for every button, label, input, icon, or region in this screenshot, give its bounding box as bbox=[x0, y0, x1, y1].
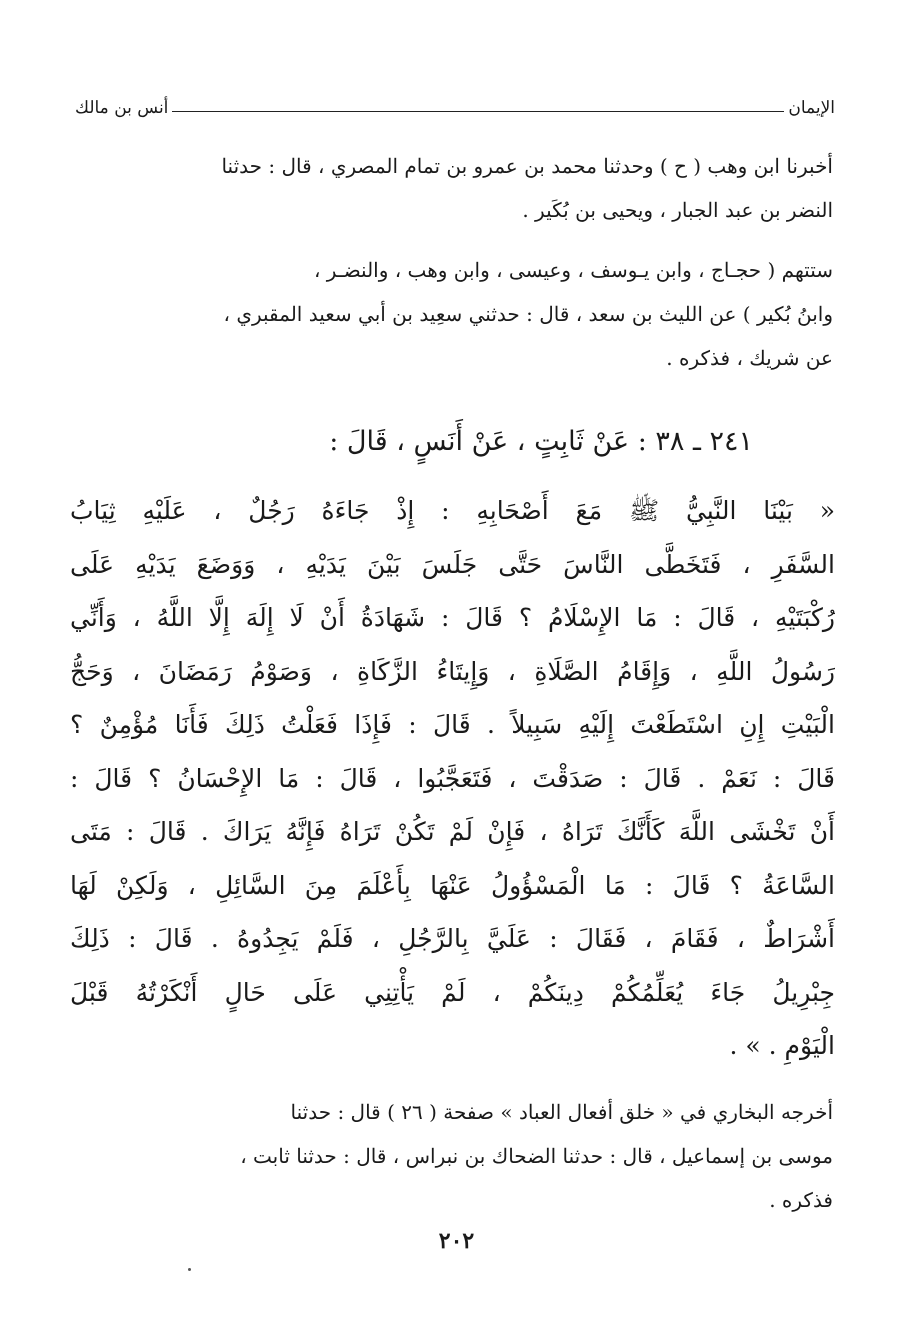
hadith-line: أَنْ تَخْشَى اللَّهَ كَأَنَّكَ تَرَاهُ ، فَإِنْ لَمْ تَكُنْ تَرَاهُ فَإِنَّهُ يَرَاكَ . قَالَ : مَتَى bbox=[70, 817, 835, 846]
hadith-line: جِبْرِيلُ جَاءَ يُعَلِّمُكُمْ دِينَكُمْ ، لَمْ يَأْتِنِي عَلَى حَالٍ أَنْكَرْتُهُ قَبْلَ bbox=[70, 977, 835, 1007]
header-narrator-title: أنس بن مالك bbox=[75, 98, 169, 118]
hadith-heading: ٢٤١ ـ ٣٨ : عَنْ ثَابِتٍ ، عَنْ أَنَسٍ ، قَالَ : bbox=[329, 426, 753, 457]
text-line: ستتهم ( حجـاج ، وابن يـوسف ، وعيسى ، وابن وهب ، والنضـر ، bbox=[313, 258, 833, 282]
hadith-line: أَشْرَاطٌ ، فَقَامَ ، فَقَالَ : عَلَيَّ بِالرَّجُلِ ، فَلَمْ يَجِدُوهُ . قَالَ : ذَلِكَ bbox=[70, 924, 835, 953]
header-section-title: الإيمان bbox=[788, 98, 835, 118]
text-line: أخبرنا ابن وهب ( ح ) وحدثنا محمد بن عمرو بن تمام المصري ، قال : حدثنا bbox=[221, 154, 833, 178]
text-line: النضر بن عبد الجبار ، ويحيى بن بُكَير . bbox=[522, 198, 833, 222]
text-line: عن شريك ، فذكره . bbox=[666, 346, 833, 370]
hadith-line: الْيَوْمِ . » . bbox=[729, 1031, 835, 1060]
hadith-line: رَسُولُ اللَّهِ ، وَإِقَامُ الصَّلَاةِ ، وَإِيتَاءُ الزَّكَاةِ ، وَصَوْمُ رَمَضَانَ ، وَحَجُّ bbox=[70, 656, 835, 686]
hadith-line: الْبَيْتِ إِنِ اسْتَطَعْتَ إِلَيْهِ سَبِيلاً . قَالَ : فَإِذَا فَعَلْتُ ذَلِكَ فَأَنَا مُؤْمِنٌ ؟ bbox=[70, 710, 835, 739]
running-header bbox=[75, 88, 835, 118]
hadith-text bbox=[70, 484, 835, 1073]
isnad-paragraph-1 bbox=[68, 144, 833, 232]
source-footnote bbox=[68, 1090, 833, 1222]
hadith-line: السَّفَرِ ، فَتَخَطَّى النَّاسَ حَتَّى جَلَسَ بَيْنَ يَدَيْهِ ، وَوَضَعَ يَدَيْهِ عَلَى bbox=[70, 549, 835, 579]
isnad-paragraph-2 bbox=[68, 248, 833, 380]
text-line: موسى بن إسماعيل ، قال : حدثنا الضحاك بن نبراس ، قال : حدثنا ثابت ، bbox=[240, 1144, 833, 1168]
hadith-line: السَّاعَةُ ؟ قَالَ : مَا الْمَسْؤُولُ عَنْهَا بِأَعْلَمَ مِنَ السَّائِلِ ، وَلَكِنْ لَهَا bbox=[70, 870, 835, 900]
text-line: فذكره . bbox=[769, 1188, 833, 1212]
page-number: ٢٠٢ bbox=[438, 1228, 475, 1254]
text-line: وابنُ بُكير ) عن الليث بن سعد ، قال : حدثني سعِيد بن أبي سعيد المقبري ، bbox=[223, 302, 833, 326]
text-line: أخرجه البخاري في « خلق أفعال العباد » صفحة ( ٢٦ ) قال : حدثنا bbox=[290, 1100, 833, 1124]
hadith-line: « بَيْنَا النَّبِيُّ ﷺ مَعَ أَصْحَابِهِ : إِذْ جَاءَهُ رَجُلٌ ، عَلَيْهِ ثِيَابُ bbox=[70, 496, 835, 525]
hadith-line: قَالَ : نَعَمْ . قَالَ : صَدَقْتَ ، فَتَعَجَّبُوا ، قَالَ : مَا الإِحْسَانُ ؟ قَالَ : bbox=[70, 763, 835, 793]
hadith-line: رُكْبَتَيْهِ ، قَالَ : مَا الإِسْلَامُ ؟ قَالَ : شَهَادَةُ أَنْ لَا إِلَهَ إِلَّا اللَّهُ ، وَأَنِّي bbox=[70, 603, 835, 632]
print-speck bbox=[188, 1268, 191, 1271]
header-rule bbox=[172, 111, 784, 112]
